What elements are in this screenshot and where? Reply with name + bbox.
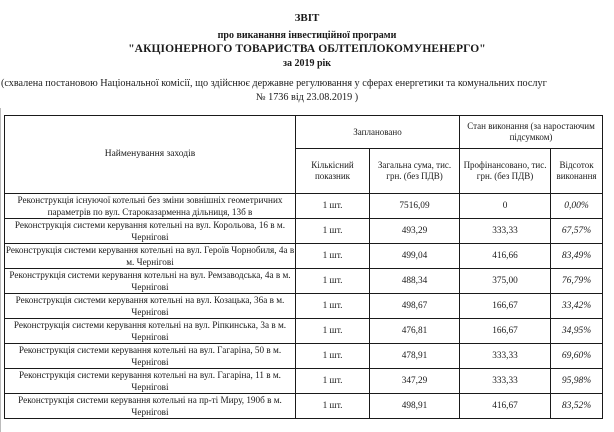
measure-name: Реконструкція існуючої котельні без зміни зовнішніх геометричних параметрів по вул. Староказарменна дільниця, 13б в — [5, 194, 296, 219]
table-row — [5, 394, 603, 419]
table-row — [5, 269, 603, 294]
measure-name: Реконструкція системи керування котельні на вул. Корольова, 16 в м. Чернігові — [5, 219, 296, 244]
report-title: ЗВІТ — [294, 12, 320, 24]
header-quantity: Кількісний показник — [296, 149, 370, 194]
measure-name: Реконструкція системи керування котельні на пр-ті Миру, 190б в м. Чернігові — [5, 394, 296, 419]
quantity-cell: 1 шт. — [296, 194, 370, 219]
table-row — [5, 369, 603, 394]
financed-cell: 166,67 — [460, 294, 551, 319]
measure-name: Реконструкція системи керування котельні на вул. Героїв Чорнобиля, 4а в м. Чернігові — [5, 245, 295, 267]
table-row — [5, 194, 603, 219]
percent-cell: 83,49% — [551, 244, 603, 269]
header-planned: Заплановано — [296, 116, 460, 149]
page-edge — [0, 108, 1, 432]
total-sum-cell: 498,91 — [370, 394, 460, 419]
percent-cell: 69,60% — [551, 344, 603, 369]
header-financed: Профінансовано, тис. грн. (без ПДВ) — [460, 149, 551, 194]
quantity-cell: 1 шт. — [296, 294, 370, 319]
financed-cell: 416,67 — [460, 394, 551, 419]
measure-name: Реконструкція системи керування котельні на вул. Гагаріна, 50 в м. Чернігові — [5, 344, 296, 369]
table-row — [5, 344, 603, 369]
header-row-1 — [5, 116, 603, 149]
percent-cell: 76,79% — [551, 269, 603, 294]
total-sum-cell: 498,67 — [370, 294, 460, 319]
report-period: за 2019 рік — [282, 58, 332, 69]
financed-cell: 0 — [460, 194, 551, 219]
table-row — [5, 294, 603, 319]
header-total-sum: Загальна сума, тис. грн. (без ПДВ) — [370, 149, 460, 194]
approval-line-2: № 1736 від 23.08.2019 ) — [255, 92, 359, 103]
financed-cell: 333,33 — [460, 369, 551, 394]
investment-program-table — [4, 115, 603, 419]
percent-cell: 83,52% — [551, 394, 603, 419]
table-row — [5, 219, 603, 244]
quantity-cell: 1 шт. — [296, 269, 370, 294]
header-name: Найменування заходів — [5, 116, 296, 194]
percent-cell: 0,00% — [551, 194, 603, 219]
financed-cell: 416,66 — [460, 244, 551, 269]
total-sum-cell: 499,04 — [370, 244, 460, 269]
percent-cell: 67,57% — [551, 219, 603, 244]
quantity-cell: 1 шт. — [296, 369, 370, 394]
company-name: "АКЦІОНЕРНОГО ТОВАРИСТВА ОБЛТЕПЛОКОМУНЕНЕРГО" — [128, 43, 486, 55]
table-row — [5, 319, 603, 344]
quantity-cell: 1 шт. — [296, 244, 370, 269]
header-percent: Відсоток виконання — [551, 149, 603, 194]
table-row — [5, 244, 603, 269]
approval-line-1: (схвалена постановою Національної комісії, що здійснює державне регулювання у сферах енергетики та комунальних послуг — [1, 78, 547, 89]
measure-name: Реконструкція системи керування котельні на вул. Ріпкинська, 3а в м. Чернігові — [5, 319, 296, 344]
financed-cell: 166,67 — [460, 319, 551, 344]
measure-name: Реконструкція системи керування котельні на вул. Гагаріна, 11 в м. Чернігові — [5, 369, 296, 394]
report-subtitle: про виканання інвестиційної програми — [217, 30, 397, 41]
percent-cell: 33,42% — [551, 294, 603, 319]
total-sum-cell: 478,91 — [370, 344, 460, 369]
percent-cell: 34,95% — [551, 319, 603, 344]
financed-cell: 333,33 — [460, 344, 551, 369]
percent-cell: 95,98% — [551, 369, 603, 394]
total-sum-cell: 7516,09 — [370, 194, 460, 219]
measure-name: Реконструкція системи керування котельні на вул. Козацька, 36а в м. Чернігові — [5, 294, 296, 319]
quantity-cell: 1 шт. — [296, 319, 370, 344]
quantity-cell: 1 шт. — [296, 394, 370, 419]
measure-name: Реконструкція системи керування котельні на вул. Ремзаводська, 4а в м. Чернігові — [5, 269, 296, 294]
quantity-cell: 1 шт. — [296, 219, 370, 244]
total-sum-cell: 347,29 — [370, 369, 460, 394]
financed-cell: 375,00 — [460, 269, 551, 294]
total-sum-cell: 493,29 — [370, 219, 460, 244]
total-sum-cell: 476,81 — [370, 319, 460, 344]
header-status: Стан виконання (за наростаючим підсумком) — [460, 116, 603, 149]
total-sum-cell: 488,34 — [370, 269, 460, 294]
quantity-cell: 1 шт. — [296, 344, 370, 369]
financed-cell: 333,33 — [460, 219, 551, 244]
